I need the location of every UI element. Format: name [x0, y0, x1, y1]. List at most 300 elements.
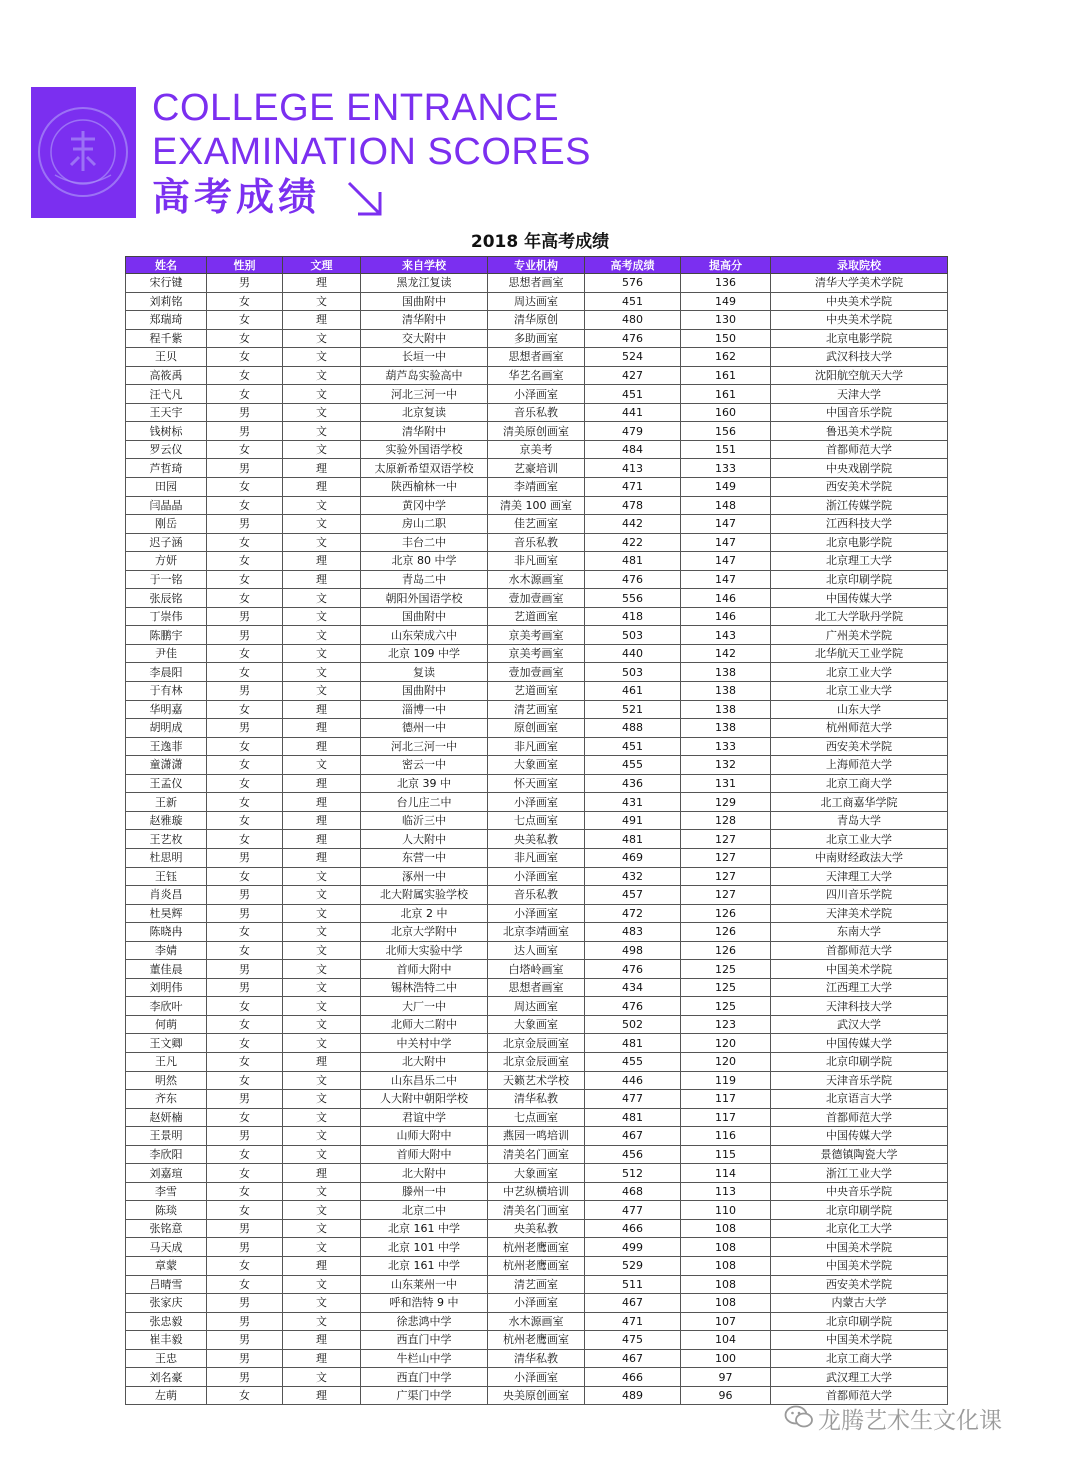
cell-school: 山东荣成六中 [361, 626, 488, 645]
cell-school: 北大附中 [361, 1052, 488, 1071]
cell-track: 理 [283, 811, 361, 830]
cell-studio: 非凡画室 [488, 737, 585, 756]
table-row [126, 774, 948, 793]
cell-track: 文 [283, 1238, 361, 1257]
cell-improvement: 125 [681, 997, 771, 1016]
cell-track: 理 [283, 1256, 361, 1275]
cell-admitted-college: 中国传媒大学 [771, 1034, 948, 1053]
cell-studio: 思想者画室 [488, 274, 585, 293]
cell-gender: 女 [207, 1071, 283, 1090]
cell-improvement: 131 [681, 774, 771, 793]
table-row [126, 1294, 948, 1313]
cell-studio: 清艺画室 [488, 1275, 585, 1294]
cell-gender: 男 [207, 1368, 283, 1387]
cell-improvement: 146 [681, 607, 771, 626]
table-header-row [126, 257, 948, 274]
cell-studio: 天籁艺术学校 [488, 1071, 585, 1090]
cell-school: 首师大附中 [361, 1145, 488, 1164]
cell-track: 文 [283, 886, 361, 905]
cell-improvement: 147 [681, 570, 771, 589]
cell-score: 434 [585, 978, 681, 997]
cell-track: 理 [283, 848, 361, 867]
cell-admitted-college: 北京工商大学 [771, 1349, 948, 1368]
cell-admitted-college: 中国传媒大学 [771, 589, 948, 608]
cell-score: 436 [585, 774, 681, 793]
cell-track: 文 [283, 440, 361, 459]
cell-score: 467 [585, 1349, 681, 1368]
cell-school: 西直门中学 [361, 1331, 488, 1350]
column-header: 性别 [207, 257, 283, 274]
table-row [126, 848, 948, 867]
cell-name: 王文卿 [126, 1034, 207, 1053]
cell-score: 418 [585, 607, 681, 626]
cell-admitted-college: 北工商嘉华学院 [771, 793, 948, 812]
cell-gender: 女 [207, 1108, 283, 1127]
cell-improvement: 147 [681, 515, 771, 534]
cell-improvement: 120 [681, 1052, 771, 1071]
cell-improvement: 114 [681, 1164, 771, 1183]
table-row [126, 737, 948, 756]
cell-score: 440 [585, 644, 681, 663]
cell-score: 461 [585, 682, 681, 701]
cell-studio: 小泽画室 [488, 867, 585, 886]
table-title: 2018 年高考成绩 [470, 232, 610, 252]
cell-admitted-college: 天津科技大学 [771, 997, 948, 1016]
cell-admitted-college: 青岛大学 [771, 811, 948, 830]
cell-gender: 女 [207, 941, 283, 960]
table-row [126, 515, 948, 534]
cell-name: 于一铭 [126, 570, 207, 589]
cell-track: 文 [283, 867, 361, 886]
cell-school: 临沂三中 [361, 811, 488, 830]
cell-improvement: 132 [681, 756, 771, 775]
cell-name: 明然 [126, 1071, 207, 1090]
cell-name: 李欣叶 [126, 997, 207, 1016]
cell-track: 文 [283, 1127, 361, 1146]
table-row [126, 700, 948, 719]
cell-name: 刘明伟 [126, 978, 207, 997]
cell-score: 466 [585, 1219, 681, 1238]
watermark-text: 龙腾艺术生文化课 [818, 1408, 1002, 1434]
cell-score: 451 [585, 292, 681, 311]
cell-name: 汪弋凡 [126, 385, 207, 404]
cell-track: 文 [283, 1034, 361, 1053]
cell-studio: 北京金辰画室 [488, 1034, 585, 1053]
table-row [126, 403, 948, 422]
cell-gender: 女 [207, 830, 283, 849]
cell-admitted-college: 杭州师范大学 [771, 719, 948, 738]
cell-track: 理 [283, 774, 361, 793]
cell-score: 498 [585, 941, 681, 960]
cell-admitted-college: 北京理工大学 [771, 552, 948, 571]
cell-name: 杜思明 [126, 848, 207, 867]
cell-gender: 女 [207, 1256, 283, 1275]
cell-name: 宋行键 [126, 274, 207, 293]
header-title-line2: EXAMINATION SCORES [152, 131, 592, 173]
table-row [126, 533, 948, 552]
cell-track: 文 [283, 978, 361, 997]
cell-name: 王天宇 [126, 403, 207, 422]
cell-improvement: 116 [681, 1127, 771, 1146]
cell-improvement: 125 [681, 960, 771, 979]
cell-name: 赵雅璇 [126, 811, 207, 830]
cell-school: 淄博一中 [361, 700, 488, 719]
cell-studio: 清美原创画室 [488, 422, 585, 441]
cell-school: 丰台二中 [361, 533, 488, 552]
cell-school: 滕州一中 [361, 1182, 488, 1201]
cell-admitted-college: 北京工商大学 [771, 774, 948, 793]
cell-score: 471 [585, 478, 681, 497]
cell-school: 锡林浩特二中 [361, 978, 488, 997]
cell-improvement: 156 [681, 422, 771, 441]
cell-gender: 男 [207, 1331, 283, 1350]
cell-score: 491 [585, 811, 681, 830]
cell-admitted-college: 北京印刷学院 [771, 1312, 948, 1331]
cell-name: 王新 [126, 793, 207, 812]
cell-improvement: 162 [681, 348, 771, 367]
cell-name: 刘莉铭 [126, 292, 207, 311]
cell-name: 芦哲琦 [126, 459, 207, 478]
cell-studio: 周达画室 [488, 292, 585, 311]
cell-school: 黄冈中学 [361, 496, 488, 515]
cell-admitted-college: 浙江工业大学 [771, 1164, 948, 1183]
cell-track: 文 [283, 1312, 361, 1331]
cell-admitted-college: 首都师范大学 [771, 440, 948, 459]
cell-admitted-college: 广州美术学院 [771, 626, 948, 645]
cell-name: 田园 [126, 478, 207, 497]
cell-improvement: 149 [681, 478, 771, 497]
cell-track: 文 [283, 1201, 361, 1220]
cell-score: 481 [585, 830, 681, 849]
cell-admitted-college: 中央音乐学院 [771, 1182, 948, 1201]
table-row [126, 589, 948, 608]
cell-score: 457 [585, 886, 681, 905]
cell-studio: 白塔岭画室 [488, 960, 585, 979]
cell-score: 521 [585, 700, 681, 719]
cell-track: 理 [283, 1052, 361, 1071]
cell-studio: 周达画室 [488, 997, 585, 1016]
cell-gender: 女 [207, 1034, 283, 1053]
cell-gender: 女 [207, 1201, 283, 1220]
cell-studio: 北京金辰画室 [488, 1052, 585, 1071]
cell-school: 北京 109 中学 [361, 644, 488, 663]
cell-gender: 女 [207, 1182, 283, 1201]
cell-track: 理 [283, 719, 361, 738]
cell-score: 488 [585, 719, 681, 738]
cell-improvement: 136 [681, 274, 771, 293]
cell-name: 肖炎昌 [126, 886, 207, 905]
cell-improvement: 147 [681, 552, 771, 571]
table-row [126, 886, 948, 905]
cell-admitted-college: 首都师范大学 [771, 941, 948, 960]
cell-score: 451 [585, 737, 681, 756]
cell-name: 迟子涵 [126, 533, 207, 552]
cell-track: 文 [283, 329, 361, 348]
cell-admitted-college: 武汉科技大学 [771, 348, 948, 367]
table-row [126, 1127, 948, 1146]
column-header: 来自学校 [361, 257, 488, 274]
cell-improvement: 96 [681, 1386, 771, 1405]
cell-school: 北京 2 中 [361, 904, 488, 923]
cell-admitted-college: 内蒙古大学 [771, 1294, 948, 1313]
cell-improvement: 127 [681, 867, 771, 886]
cell-track: 文 [283, 403, 361, 422]
cell-track: 文 [283, 422, 361, 441]
cell-improvement: 108 [681, 1294, 771, 1313]
table-row [126, 1108, 948, 1127]
cell-gender: 男 [207, 1349, 283, 1368]
cell-admitted-college: 鲁迅美术学院 [771, 422, 948, 441]
scores-table [125, 256, 948, 1405]
cell-track: 理 [283, 311, 361, 330]
cell-name: 郑瑞琦 [126, 311, 207, 330]
cell-track: 理 [283, 478, 361, 497]
cell-improvement: 160 [681, 403, 771, 422]
cell-score: 479 [585, 422, 681, 441]
cell-score: 476 [585, 960, 681, 979]
cell-studio: 清艺画室 [488, 700, 585, 719]
cell-admitted-college: 中央美术学院 [771, 292, 948, 311]
cell-school: 国曲附中 [361, 607, 488, 626]
cell-track: 文 [283, 292, 361, 311]
table-row [126, 1256, 948, 1275]
table-row [126, 719, 948, 738]
cell-studio: 清美 100 画室 [488, 496, 585, 515]
cell-score: 503 [585, 663, 681, 682]
cell-track: 理 [283, 1386, 361, 1405]
cell-studio: 思想者画室 [488, 978, 585, 997]
cell-admitted-college: 山东大学 [771, 700, 948, 719]
cell-school: 台儿庄二中 [361, 793, 488, 812]
cell-improvement: 123 [681, 1015, 771, 1034]
cell-school: 复读 [361, 663, 488, 682]
cell-school: 涿州一中 [361, 867, 488, 886]
cell-studio: 小泽画室 [488, 793, 585, 812]
cell-name: 刚岳 [126, 515, 207, 534]
cell-track: 文 [283, 1294, 361, 1313]
cell-gender: 女 [207, 496, 283, 515]
cell-gender: 男 [207, 274, 283, 293]
cell-track: 文 [283, 923, 361, 942]
cell-track: 文 [283, 904, 361, 923]
cell-studio: 艺道画室 [488, 607, 585, 626]
cell-track: 文 [283, 1275, 361, 1294]
table-row [126, 960, 948, 979]
cell-school: 西直门中学 [361, 1368, 488, 1387]
cell-name: 王孟仪 [126, 774, 207, 793]
cell-admitted-college: 北京语言大学 [771, 1090, 948, 1109]
cell-name: 张辰铭 [126, 589, 207, 608]
cell-improvement: 138 [681, 700, 771, 719]
cell-admitted-college: 武汉理工大学 [771, 1368, 948, 1387]
column-header: 文理 [283, 257, 361, 274]
cell-school: 清华附中 [361, 311, 488, 330]
cell-school: 山东昌乐二中 [361, 1071, 488, 1090]
cell-track: 理 [283, 274, 361, 293]
cell-improvement: 161 [681, 366, 771, 385]
cell-name: 王景明 [126, 1127, 207, 1146]
cell-score: 441 [585, 403, 681, 422]
cell-studio: 央美私教 [488, 1219, 585, 1238]
cell-improvement: 126 [681, 904, 771, 923]
cell-studio: 七点画室 [488, 1108, 585, 1127]
cell-improvement: 127 [681, 848, 771, 867]
cell-name: 张忠毅 [126, 1312, 207, 1331]
cell-improvement: 119 [681, 1071, 771, 1090]
cell-school: 广渠门中学 [361, 1386, 488, 1405]
table-row [126, 607, 948, 626]
cell-admitted-college: 首都师范大学 [771, 1108, 948, 1127]
table-row [126, 552, 948, 571]
cell-admitted-college: 东南大学 [771, 923, 948, 942]
cell-name: 齐东 [126, 1090, 207, 1109]
column-header: 高考成绩 [585, 257, 681, 274]
cell-track: 理 [283, 793, 361, 812]
cell-gender: 男 [207, 848, 283, 867]
cell-school: 密云一中 [361, 756, 488, 775]
cell-score: 451 [585, 385, 681, 404]
cell-school: 太原新希望双语学校 [361, 459, 488, 478]
table-row [126, 1164, 948, 1183]
cell-studio: 清华私教 [488, 1349, 585, 1368]
table-row [126, 292, 948, 311]
cell-studio: 京美考画室 [488, 626, 585, 645]
cell-score: 499 [585, 1238, 681, 1257]
cell-name: 闫晶晶 [126, 496, 207, 515]
cell-gender: 女 [207, 533, 283, 552]
cell-gender: 男 [207, 1312, 283, 1331]
cell-improvement: 130 [681, 311, 771, 330]
cell-name: 张家庆 [126, 1294, 207, 1313]
cell-improvement: 108 [681, 1238, 771, 1257]
cell-track: 理 [283, 737, 361, 756]
cell-name: 张铭意 [126, 1219, 207, 1238]
cell-school: 德州一中 [361, 719, 488, 738]
cell-school: 朝阳外国语学校 [361, 589, 488, 608]
cell-score: 413 [585, 459, 681, 478]
table-row [126, 1145, 948, 1164]
table-row [126, 1034, 948, 1053]
cell-name: 刘名豪 [126, 1368, 207, 1387]
cell-school: 陕西榆林一中 [361, 478, 488, 497]
cell-name: 王逸菲 [126, 737, 207, 756]
table-row [126, 440, 948, 459]
cell-school: 黑龙江复读 [361, 274, 488, 293]
cell-name: 吕晴雪 [126, 1275, 207, 1294]
cell-school: 北京 161 中学 [361, 1256, 488, 1275]
table-row [126, 626, 948, 645]
cell-school: 国曲附中 [361, 682, 488, 701]
column-header: 提高分 [681, 257, 771, 274]
cell-school: 河北三河一中 [361, 737, 488, 756]
cell-gender: 女 [207, 867, 283, 886]
cell-score: 467 [585, 1127, 681, 1146]
cell-name: 陈琰 [126, 1201, 207, 1220]
cell-school: 大厂一中 [361, 997, 488, 1016]
cell-track: 文 [283, 682, 361, 701]
cell-studio: 佳艺画室 [488, 515, 585, 534]
cell-gender: 男 [207, 422, 283, 441]
cell-track: 理 [283, 459, 361, 478]
cell-gender: 男 [207, 886, 283, 905]
cell-admitted-college: 北华航天工业学院 [771, 644, 948, 663]
cell-admitted-college: 浙江传媒学院 [771, 496, 948, 515]
cell-admitted-college: 四川音乐学院 [771, 886, 948, 905]
table-row [126, 793, 948, 812]
table-row [126, 1219, 948, 1238]
cell-score: 529 [585, 1256, 681, 1275]
cell-track: 理 [283, 1331, 361, 1350]
cell-admitted-college: 北京印刷学院 [771, 1201, 948, 1220]
cell-name: 王凡 [126, 1052, 207, 1071]
cell-name: 李晨阳 [126, 663, 207, 682]
column-header: 录取院校 [771, 257, 948, 274]
cell-admitted-college: 北京化工大学 [771, 1219, 948, 1238]
table-row [126, 644, 948, 663]
cell-score: 455 [585, 1052, 681, 1071]
cell-admitted-college: 上海师范大学 [771, 756, 948, 775]
cell-name: 李欣阳 [126, 1145, 207, 1164]
cell-name: 程千紫 [126, 329, 207, 348]
cell-admitted-college: 北京电影学院 [771, 329, 948, 348]
cell-score: 471 [585, 1312, 681, 1331]
table-row [126, 478, 948, 497]
cell-score: 502 [585, 1015, 681, 1034]
cell-admitted-college: 中国美术学院 [771, 1256, 948, 1275]
header-title-cn: 高考成绩 [152, 175, 321, 219]
cell-improvement: 117 [681, 1090, 771, 1109]
cell-admitted-college: 中国美术学院 [771, 1331, 948, 1350]
cell-admitted-college: 北京工业大学 [771, 830, 948, 849]
cell-gender: 女 [207, 478, 283, 497]
table-row [126, 1090, 948, 1109]
cell-score: 432 [585, 867, 681, 886]
cell-school: 河北三河一中 [361, 385, 488, 404]
cell-gender: 女 [207, 737, 283, 756]
cell-name: 钱树标 [126, 422, 207, 441]
table-row [126, 274, 948, 293]
cell-studio: 音乐私教 [488, 403, 585, 422]
cell-admitted-college: 江西科技大学 [771, 515, 948, 534]
cell-gender: 男 [207, 459, 283, 478]
cell-name: 王贝 [126, 348, 207, 367]
cell-name: 陈晓冉 [126, 923, 207, 942]
table-row [126, 1312, 948, 1331]
table-row [126, 329, 948, 348]
cell-improvement: 108 [681, 1219, 771, 1238]
cell-school: 呼和浩特 9 中 [361, 1294, 488, 1313]
cell-studio: 音乐私教 [488, 533, 585, 552]
cell-name: 王艺枚 [126, 830, 207, 849]
cell-name: 童潇潇 [126, 756, 207, 775]
cell-gender: 女 [207, 1164, 283, 1183]
cell-score: 480 [585, 311, 681, 330]
cell-track: 文 [283, 626, 361, 645]
cell-studio: 清华原创 [488, 311, 585, 330]
cell-improvement: 129 [681, 793, 771, 812]
cell-name: 陈鹏宇 [126, 626, 207, 645]
cell-improvement: 127 [681, 886, 771, 905]
cell-school: 北师大二附中 [361, 1015, 488, 1034]
cell-studio: 北京李靖画室 [488, 923, 585, 942]
cell-gender: 女 [207, 1015, 283, 1034]
table-row [126, 663, 948, 682]
cell-admitted-college: 西安美术学院 [771, 1275, 948, 1294]
cell-score: 576 [585, 274, 681, 293]
cell-studio: 大象画室 [488, 756, 585, 775]
cell-admitted-college: 北京工业大学 [771, 682, 948, 701]
cell-studio: 燕园一鸣培训 [488, 1127, 585, 1146]
